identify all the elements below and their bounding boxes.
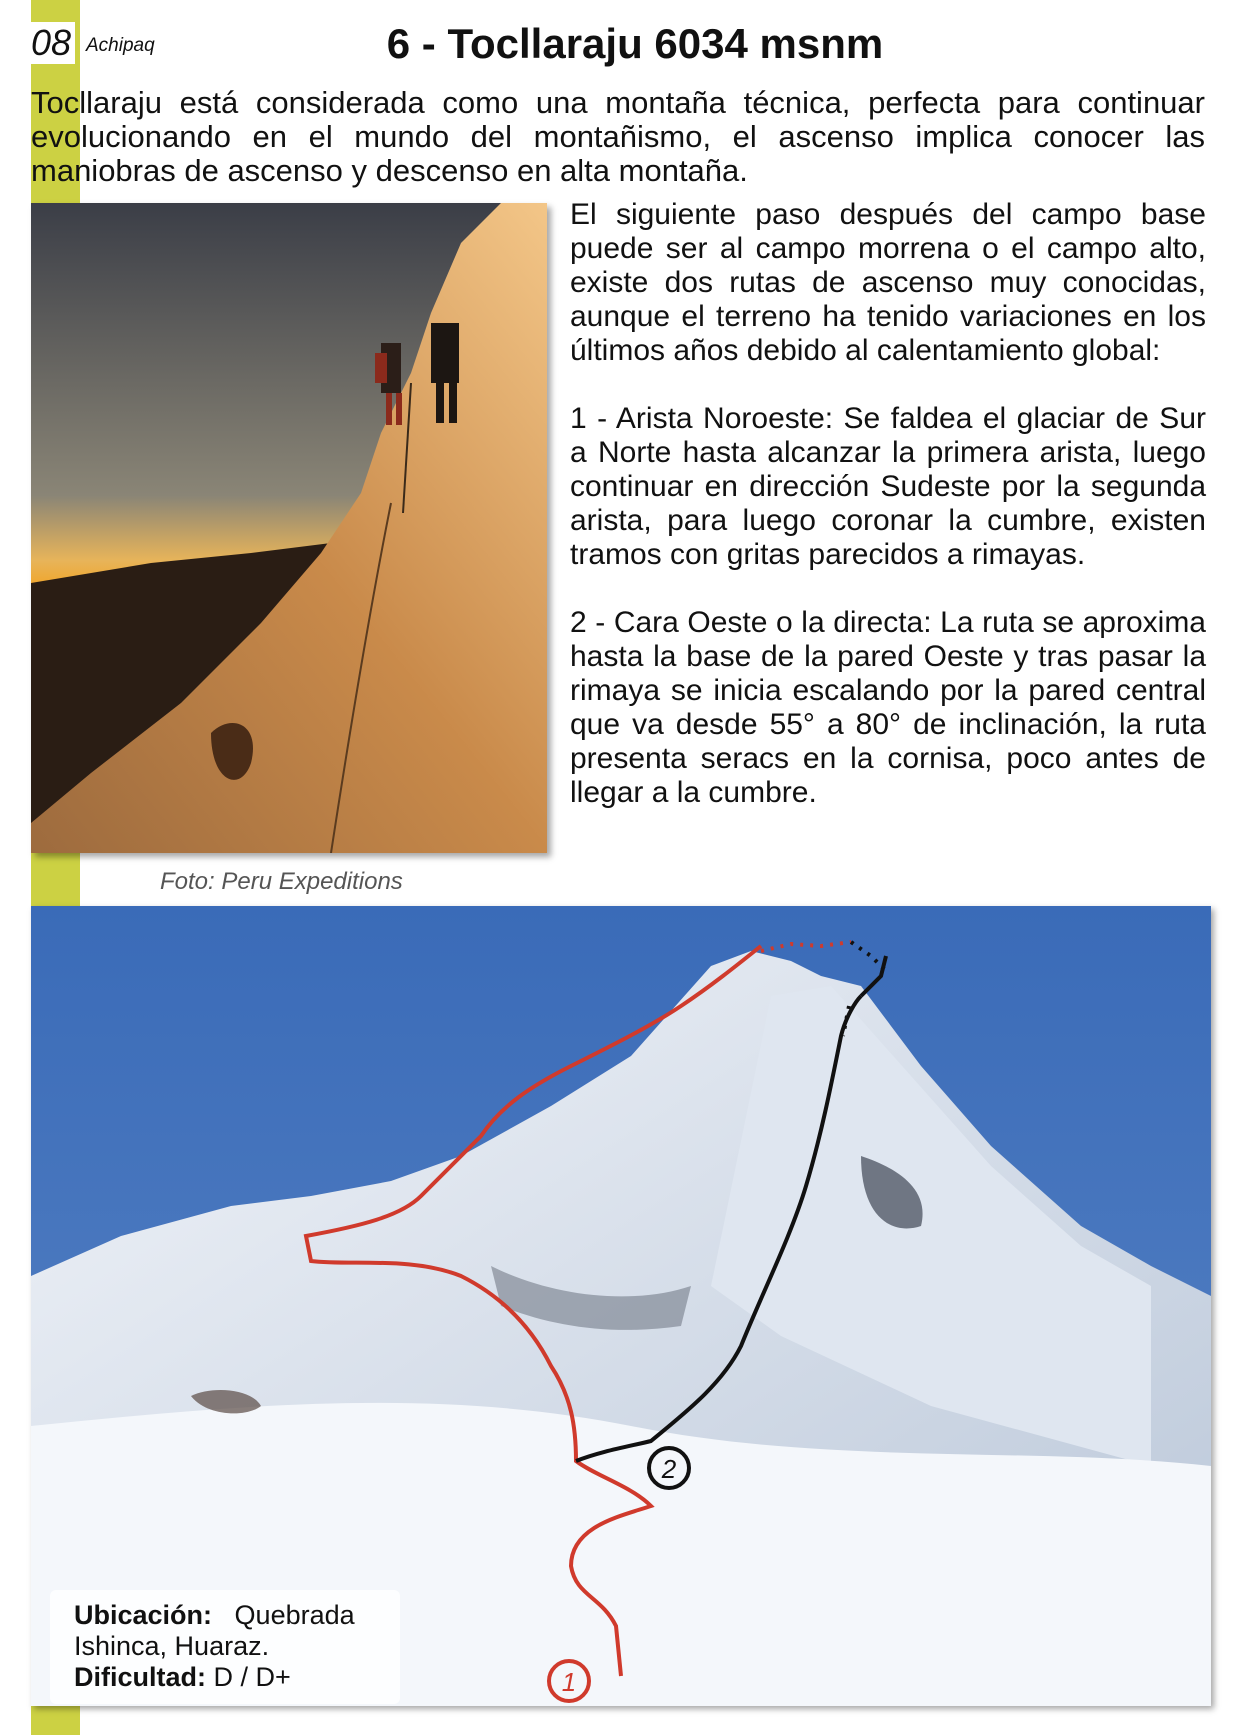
page-title: 6 - Tocllaraju 6034 msnm: [386, 20, 884, 67]
location-label: Ubicación:: [74, 1600, 213, 1630]
paragraph-intro: El siguiente paso después del campo base puede ser al campo morrena o el campo alto, existe dos rutas de ascenso muy conocidas, aunque el terreno ha tenido variaciones en los últimos años debido al calentamiento global:: [570, 198, 1206, 367]
difficulty-value: D / D+: [213, 1662, 291, 1692]
difficulty-row: [74, 1662, 400, 1693]
page-number: 08: [31, 22, 75, 64]
location-row: [74, 1600, 400, 1662]
climbers-photo: [31, 203, 547, 853]
route-1-label: 1: [561, 1667, 577, 1697]
paragraph-route-1: 1 - Arista Noroeste: Se faldea el glaciar de Sur a Norte hasta alcanzar la primera arista, luego continuar en dirección Sudeste por la segunda arista, para luego coronar la cumbre, existen tramos con gritas parecidos a rimayas.: [570, 402, 1206, 571]
difficulty-label: Dificultad:: [74, 1662, 206, 1692]
section-name: Achipaq: [86, 35, 155, 56]
paragraph-route-2: 2 - Cara Oeste o la directa: La ruta se aproxima hasta la base de la pared Oeste y tras pasar la rimaya se inicia escalando por la pared central que va desde 55° a 80° de inclinación, la ruta presenta seracs en la cornisa, poco antes de llegar a la cumbre.: [570, 606, 1206, 809]
body-text: [570, 198, 1206, 844]
route-info-box: [50, 1590, 400, 1704]
intro-paragraph: Tocllaraju está considerada como una montaña técnica, perfecta para continuar evolucionando en el mundo del montañismo, el ascenso implica conocer las maniobras de ascenso y descenso en alta montaña.: [31, 85, 1205, 188]
photo-caption: Foto: Peru Expeditions: [160, 868, 403, 895]
route-2-label: 2: [661, 1454, 677, 1484]
mountain-route-photo: [31, 906, 1211, 1706]
location-value: Quebrada Ishinca, Huaraz.: [74, 1600, 355, 1661]
